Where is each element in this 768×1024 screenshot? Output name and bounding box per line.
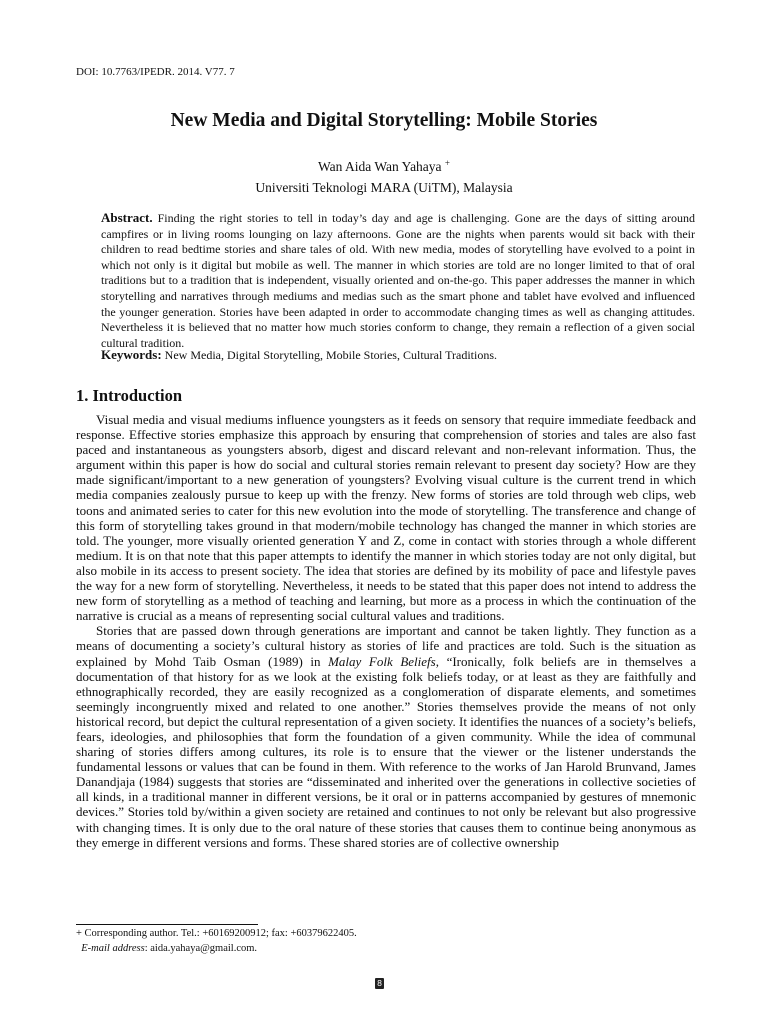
- author-affiliation: Universiti Teknologi MARA (UiTM), Malaysia: [255, 180, 513, 195]
- paragraph-1: Visual media and visual mediums influence youngsters as it feeds on sensory that require immediate feedback and response. Effective stories emphasize this approach by ensuring that comprehension of stories and tales are also fast paced and instantaneous as youngsters absorb, digest and discard relevant and non-relevant information. Thus, the argument within this paper is how do social and cultural stories remain relevant to present day society? How are they made significant/important to a new generation of youngsters? Evolving visual culture is the current trend in which media companies zealously pursue to keep up with the frenzy. New forms of stories are told through web clips, web toons and animated series to cater for this new evolution into the mode of storytelling. The transference and change of this form of storytelling takes ground in that modern/mobile technology has changed the manner in which stories are told. The younger, more visually oriented generation Y and Z, come in contact with stories through a whole different medium. It is on that note that this paper attempts to identify the manner in which stories today are not only digital, but also mobile in its access to present society. The idea that stories are defined by its mobility of pace and lifestyle paves the way for a new form of storytelling. Nevertheless, it needs to be stated that this paper does not intend to address the new form of storytelling as a method of teaching and learning, but more as a process in which the continuation of the narrative is crucial as a means of representing social cultural values and traditions.: [76, 412, 696, 624]
- footnote-divider: [76, 924, 258, 925]
- corresponding-author-mark: +: [444, 158, 450, 168]
- email-label: E-mail address: [81, 943, 145, 954]
- page-number: 8: [376, 979, 383, 988]
- section-heading: 1. Introduction: [76, 386, 183, 405]
- keywords-text: New Media, Digital Storytelling, Mobile Stories, Cultural Traditions.: [164, 348, 497, 362]
- paragraph-2-part-b: , “Ironically, folk beliefs are in themselves a documentation of that history for as we look at the existing folk beliefs today, or at least as they are faithfully and ethnographically recorded, they are easily recognized as a conglomeration of disparate elements, and sometimes seemingly incongruently mixed and related to one another.” Stories themselves provide the means of not only historical record, but depict the cultural representation of a given society. It identifies the nuances of a society’s beliefs, fears, ideologies, and philosophies that form the foundation of a given community. While the idea of communal sharing of stories differs among cultures, its role is to ensure that the viewer or the listener understands the fundamental lessons or values that can be found in them. With reference to the works of Jan Harold Brunvand, James Danandjaja (1984) suggests that stories are “disseminated and inherited over the generations in collective societies of all kinds, in a traditional manner in different versions, be it oral or in patterns accompanied by gestures of mnemonic devices.” Stories told by/within a given society are retained and continues to not only be relevant but also progressive with changing times. It is only due to the oral nature of these stories that causes them to continue being anonymous as they emerge in different versions and forms. These shared stories are of collective ownership: [76, 653, 696, 850]
- keywords-label: Keywords:: [101, 347, 162, 362]
- author-name: Wan Aida Wan Yahaya: [317, 159, 442, 174]
- footnote-contact: + Corresponding author. Tel.: +60169200912; fax: +60379622405.: [76, 928, 357, 939]
- paragraph-2: [76, 623, 696, 849]
- abstract-label: Abstract.: [101, 210, 153, 225]
- paragraph-2-part-a: Stories that are passed down through generations are important and cannot be taken lightly. They function as a means of documenting a society’s cultural history as stories of life and practices are told. Such is the situation as explained by Mohd Taib Osman (1989) in: [76, 623, 696, 669]
- book-title: Malay Folk Beliefs: [328, 653, 436, 669]
- author-line: [0, 158, 768, 175]
- email-value: : aida.yahaya@gmail.com.: [144, 943, 258, 954]
- section-body: [76, 412, 696, 850]
- footnote-email: [76, 943, 257, 954]
- abstract: [101, 210, 695, 351]
- abstract-text: Finding the right stories to tell in today’s day and age is challenging. Gone are the days of sitting around campfires or in living rooms lounging on lazy afternoons. Gone are the nights when parents would sit back with their children to read bedtime stories and share tales of old. With new media, modes of storytelling have evolved to a point in which not only is it digital but mobile as well. The manner in which stories are told are no longer limited to that of oral traditions but to a tradition that is independent, visually oriented and on-the-go. This paper addresses the manner in which storytelling and narratives through mediums and medias such as the smart phone and tablet have evolved and influenced the younger generation. Stories have been adapted in order to accommodate changing times as well as changing attitudes. Nevertheless it is believed that no matter how much stories conform to change, they remain a reflection of a given social cultural tradition.: [101, 211, 696, 350]
- doi-header: DOI: 10.7763/IPEDR. 2014. V77. 7: [76, 66, 235, 78]
- keywords: [101, 347, 695, 363]
- paper-title: New Media and Digital Storytelling: Mobile Stories: [170, 110, 598, 131]
